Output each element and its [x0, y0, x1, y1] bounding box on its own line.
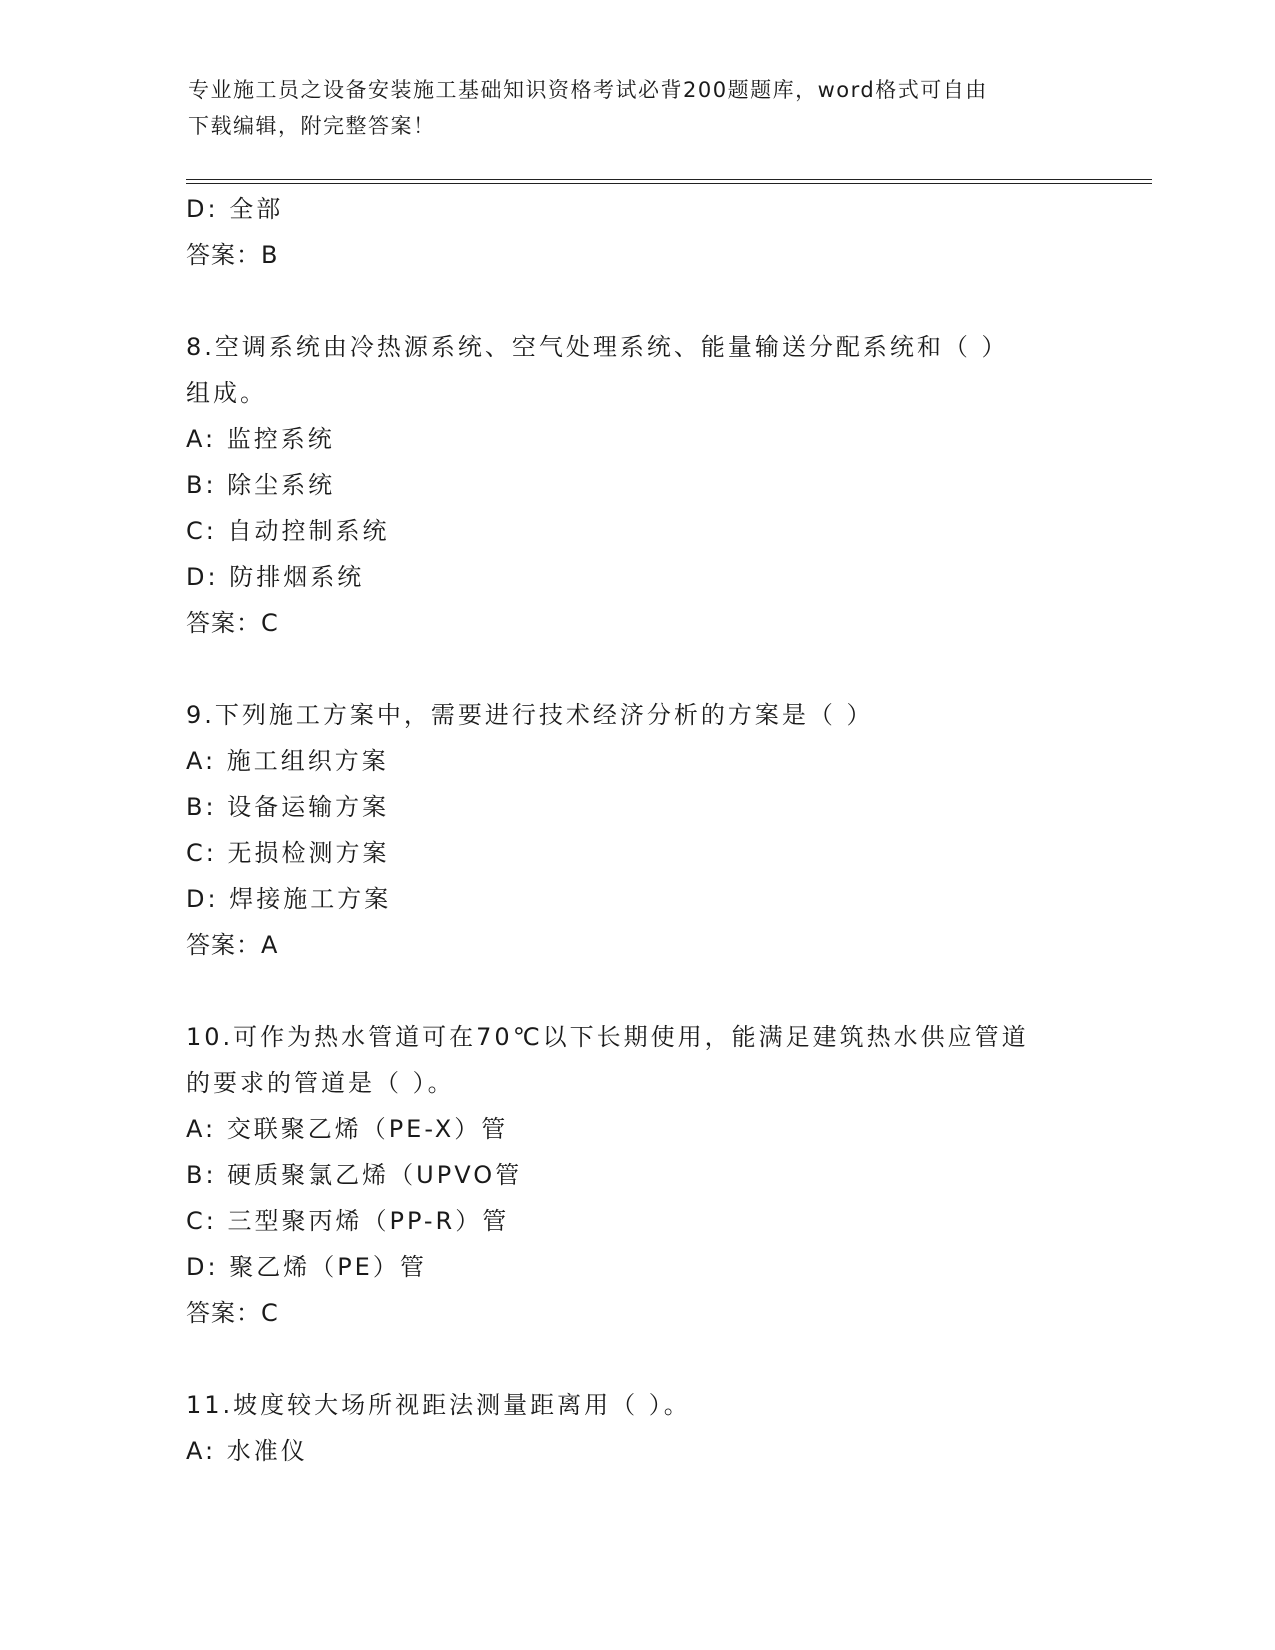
question-block-9 — [186, 692, 1086, 968]
spacer — [186, 1336, 1086, 1382]
header-line-1: 专业施工员之设备安装施工基础知识资格考试必背200题题库，word格式可自由 — [188, 78, 988, 102]
spacer — [186, 646, 1086, 692]
header-line-2: 下载编辑，附完整答案！ — [188, 114, 436, 138]
option-b: B: 设备运输方案 — [186, 793, 390, 821]
question-block-8 — [186, 324, 1086, 646]
answer-line: 答案：C — [186, 609, 279, 637]
header-divider-top — [186, 179, 1152, 180]
option-b: B: 硬质聚氯乙烯（UPVO管 — [186, 1161, 523, 1189]
question-block-10 — [186, 1014, 1086, 1336]
question-text: 11.坡度较大场所视距法测量距离用（ ）。 — [186, 1391, 691, 1419]
option-c: C: 无损检测方案 — [186, 839, 390, 867]
option-a: A: 施工组织方案 — [186, 747, 389, 775]
option-a: A: 监控系统 — [186, 425, 335, 453]
option-d: D: 聚乙烯（PE）管 — [186, 1253, 427, 1281]
question-list — [186, 186, 1086, 1474]
option-d: D: 焊接施工方案 — [186, 885, 392, 913]
option-a: A: 交联聚乙烯（PE-X）管 — [186, 1115, 509, 1143]
option-c: C: 自动控制系统 — [186, 517, 390, 545]
question-block-7 — [186, 186, 1086, 278]
spacer — [186, 968, 1086, 1014]
option-c: C: 三型聚丙烯（PP-R）管 — [186, 1207, 510, 1235]
option-d: D: 全部 — [186, 195, 284, 223]
option-a: A: 水准仪 — [186, 1437, 308, 1465]
question-block-11 — [186, 1382, 1086, 1474]
answer-line: 答案：B — [186, 241, 279, 269]
page-header — [188, 72, 1068, 144]
spacer — [186, 278, 1086, 324]
question-text: 8.空调系统由冷热源系统、空气处理系统、能量输送分配系统和（ ） — [186, 333, 1009, 361]
option-d: D: 防排烟系统 — [186, 563, 365, 591]
question-text: 10.可作为热水管道可在70℃以下长期使用，能满足建筑热水供应管道 — [186, 1023, 1029, 1051]
answer-line: 答案：A — [186, 931, 279, 959]
question-text: 9.下列施工方案中，需要进行技术经济分析的方案是（ ） — [186, 701, 874, 729]
option-b: B: 除尘系统 — [186, 471, 336, 499]
question-text-cont: 组成。 — [186, 379, 267, 407]
answer-line: 答案：C — [186, 1299, 279, 1327]
header-divider-bottom — [186, 183, 1152, 184]
question-text-cont: 的要求的管道是（ ）。 — [186, 1069, 455, 1097]
